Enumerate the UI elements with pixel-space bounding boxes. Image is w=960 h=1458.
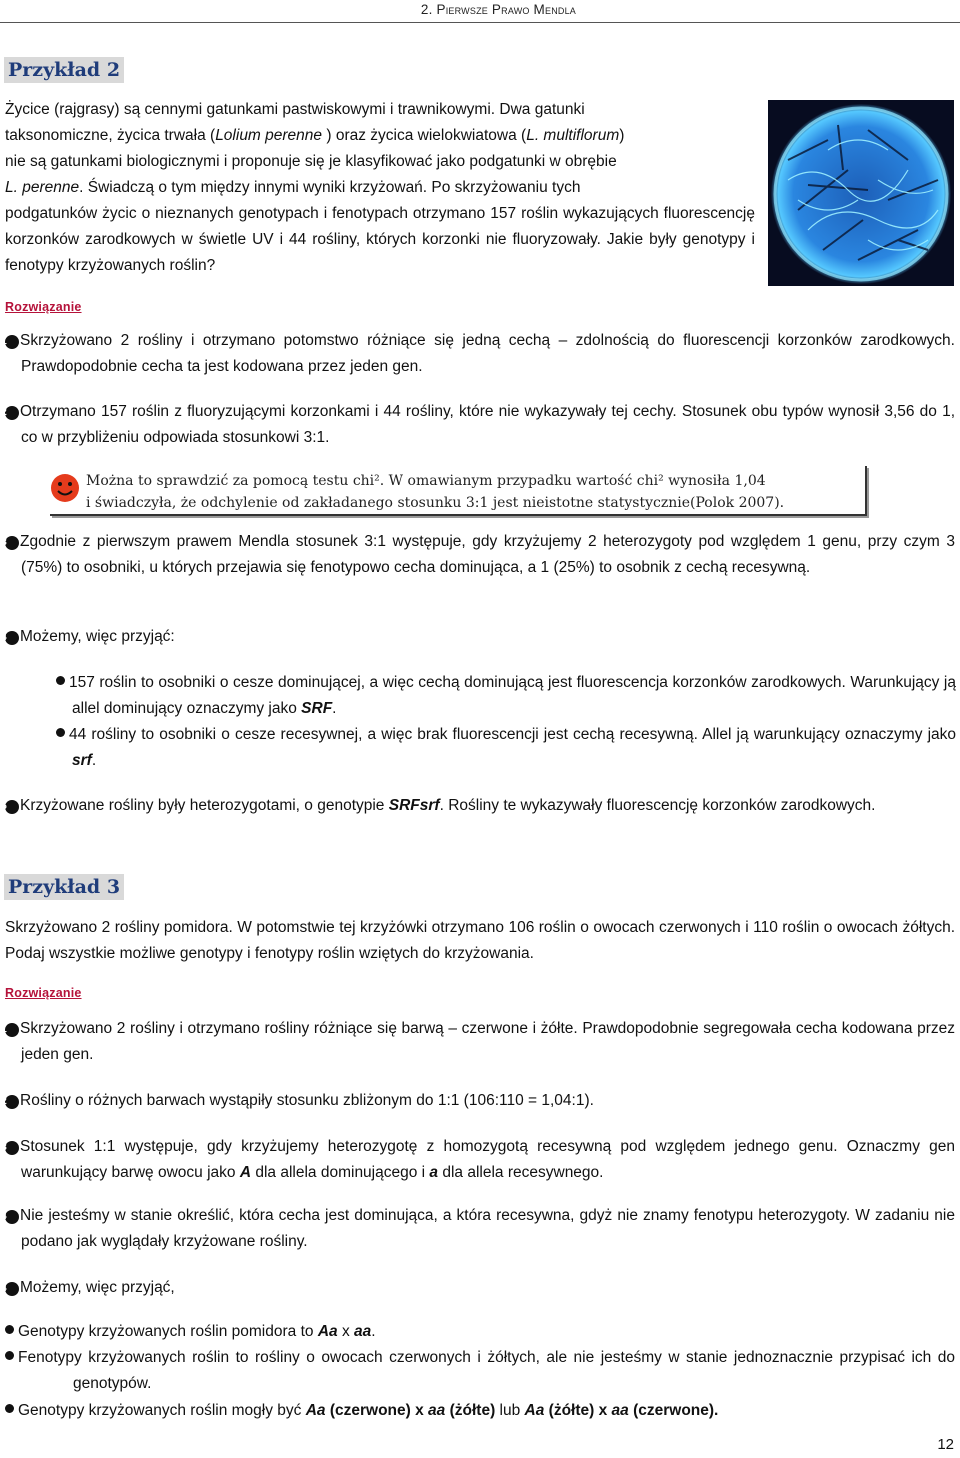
- step-marker-icon: 4: [5, 1282, 19, 1296]
- step-marker-icon: 3: [5, 1141, 19, 1155]
- bullet-icon: [5, 1325, 14, 1334]
- note-line-2: i świadczyła, że odchylenie od zakładanego stosunku 3:1 jest nieistotne statystycznie(Polok 2007).: [86, 495, 785, 511]
- page-header: [0, 0, 960, 23]
- page-number: 12: [937, 1436, 954, 1453]
- bullet-recessive: 44 rośliny to osobniki o cesze recesywnej, a więc brak fluorescencji jest cechą recesywną. Allel ją warunkujący oznaczymy jako srf.: [56, 722, 956, 774]
- bullet-icon: [5, 1351, 14, 1360]
- step-marker-icon: 1: [5, 1023, 19, 1037]
- step-marker-icon: 2: [5, 1095, 19, 1109]
- smiley-face-icon: [50, 472, 80, 504]
- example-3-title: Przykład 3: [4, 874, 124, 900]
- solution-label-2: Rozwiązanie: [5, 986, 82, 1000]
- ex3-step-1: 1 Skrzyżowano 2 rośliny i otrzymano rośliny różniące się barwą – czerwone i żółte. Prawdopodobnie segregowała cecha kodowana przez jeden gen.: [1, 1020, 955, 1063]
- step-4: 4 Możemy, więc przyjąć:: [1, 628, 175, 645]
- bullet-icon: [56, 676, 65, 685]
- step-marker-icon: 5: [5, 800, 19, 814]
- step-2: 2 Otrzymano 157 roślin z fluoryzującymi korzonkami i 44 rośliny, które nie wykazywały tej cechy. Stosunek obu typów wynosił 3,56 do 1, co w przybliżeniu odpowiada stosunkowi 3:1.: [1, 403, 955, 446]
- bullet-dominant: 157 roślin to osobniki o cesze dominującej, a więc cechą dominującą jest fluorescencja korzonków zarodkowych. Warunkujący ją allel dominujący oznaczymy jako SRF.: [56, 670, 956, 722]
- ex3-step-2: 2 Rośliny o różnych barwach wystąpiły stosunku zbliżonym do 1:1 (106:110 = 1,04:1).: [1, 1092, 594, 1109]
- ex3-bullet-options: Genotypy krzyżowanych roślin mogły być Aa (czerwone) x aa (żółte) lub Aa (żółte) x aa (czerwone).: [5, 1398, 955, 1424]
- bullet-icon: [56, 728, 65, 737]
- solution-label: Rozwiązanie: [5, 300, 82, 314]
- step-marker-icon: 4: [5, 1210, 19, 1224]
- step-5: 5 Krzyżowane rośliny były heterozygotami, o genotypie SRFsrf. Rośliny te wykazywały fluorescencję korzonków zarodkowych.: [1, 797, 876, 814]
- example-2-title: Przykład 2: [4, 57, 124, 83]
- step-3: 3 Zgodnie z pierwszym prawem Mendla stosunek 3:1 występuje, gdy krzyżujemy 2 heterozygoty pod względem 1 genu, przy czym 3 (75%) to osobniki, u których przejawia się fenotypowo cecha dominująca, a 1 (25%) to osobnik z cechą recesywną.: [1, 533, 955, 576]
- example-3-problem: Skrzyżowano 2 rośliny pomidora. W potomstwie tej krzyżówki otrzymano 106 roślin o owocach czerwonych i 110 roślin o owocach żółtych. Podaj wszystkie możliwe genotypy i fenotypy roślin wziętych do krzyżowania.: [5, 919, 955, 962]
- ex3-step-3: 3 Stosunek 1:1 występuje, gdy krzyżujemy heterozygotę z homozygotą recesywną pod względem jednego genu. Oznaczmy gen warunkujący barwę owocu jako A dla allela dominującego i a dla allela recesywnego.: [1, 1138, 955, 1181]
- step-marker-icon: 2: [5, 406, 19, 420]
- bullet-icon: [5, 1404, 14, 1413]
- step-1: 1 Skrzyżowano 2 rośliny i otrzymano potomstwo różniące się jedną cechą – zdolnością do fluorescencji korzonków zarodkowych. Prawdopodobnie cecha ta jest kodowana przez jeden gen.: [1, 332, 955, 375]
- ex3-bullet-phenotypes: Fenotypy krzyżowanych roślin to rośliny o owocach czerwonych i żółtych, ale nie jesteśmy w stanie jednoznacznie przypisać ich do genotypów.: [5, 1345, 955, 1397]
- chapter-title: 2. Pierwsze Prawo Mendla: [420, 2, 576, 17]
- step-marker-icon: 4: [5, 631, 19, 645]
- step-marker-icon: 1: [5, 335, 19, 349]
- chi-square-note: [50, 466, 867, 516]
- ex3-step-4: 4 Nie jesteśmy w stanie określić, która cecha jest dominująca, a która recesywna, gdyż nie znamy fenotypu heterozygoty. W zadaniu nie podano jak wyglądały krzyżowane rośliny.: [1, 1207, 955, 1250]
- example-2-problem: Życice (rajgrasy) są cennymi gatunkami pastwiskowymi i trawnikowymi. Dwa gatunki taksonomiczne, życica trwała (Lolium perenne ) oraz życica wielokwiatowa (L. multiflorum) nie są gatunkami biologicznymi i proponuje się je klasyfikować jako podgatunki w obrębie L. perenne. Świadczą o tym między innymi wyniki krzyżowań. Po skrzyżowaniu tych podgatunków życic o nieznanych genotypach i fenotypach otrzymano 157 roślin wykazujących fluorescencję korzonków zarodkowych w świetle UV i 44 rośliny, których korzonki nie fluoryzowały. Jakie były genotypy i fenotypy krzyżowanych roślin?: [5, 101, 755, 274]
- ex3-step-5: 4 Możemy, więc przyjąć,: [1, 1279, 175, 1296]
- fluorescence-petri-dish-image: [768, 100, 954, 286]
- note-line-1: Można to sprawdzić za pomocą testu chi². W omawianym przypadku wartość chi² wynosiła 1,04: [86, 473, 766, 489]
- step-marker-icon: 3: [5, 536, 19, 550]
- ex3-bullet-genotypes: Genotypy krzyżowanych roślin pomidora to Aa x aa.: [5, 1319, 955, 1345]
